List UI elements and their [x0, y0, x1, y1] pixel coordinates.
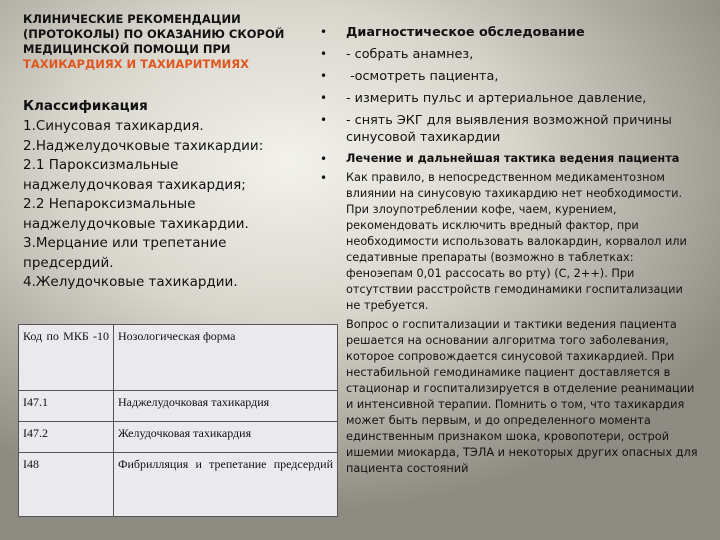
title-accent: ТАХИКАРДИЯХ И ТАХИАРИТМИЯХ [23, 57, 250, 71]
bullet-icon: • [320, 152, 328, 166]
classification-item: 4.Желудочковые тахикардии. [23, 274, 238, 290]
list-item [320, 24, 698, 41]
table-cell: I48 [19, 453, 114, 517]
list-item [320, 151, 698, 167]
table-cell: I47.1 [19, 391, 114, 422]
right-column [320, 24, 698, 477]
left-column [23, 12, 285, 293]
list-item [320, 46, 698, 63]
table-cell: Фибрилляция и трепетание предсердий [114, 453, 338, 517]
classification-list [23, 117, 285, 293]
table-row [19, 391, 338, 422]
classification-item: 2.2 Непароксизмальные наджелудочковые тахикардии. [23, 196, 249, 232]
table-header-cell: Код по МКБ -10 [19, 325, 114, 391]
diagnostics-item: - снять ЭКГ для выявления возможной причины синусовой тахикардии [346, 113, 672, 145]
tactics-heading: Лечение и дальнейшая тактика ведения пациента [346, 152, 680, 165]
classification-heading: Классификация [23, 98, 148, 114]
list-item [320, 68, 698, 85]
title-text: КЛИНИЧЕСКИЕ РЕКОМЕНДАЦИИ (ПРОТОКОЛЫ) ПО ОКАЗАНИЮ СКОРОЙ МЕДИЦИНСКОЙ ПОМОЩИ ПРИ [23, 12, 285, 56]
icd-table [18, 324, 338, 517]
table-row [19, 453, 338, 517]
diagnostics-item: -осмотреть пациента, [346, 69, 499, 84]
bullet-icon: • [320, 69, 328, 83]
hospitalization-text: Вопрос о госпитализации и тактики ведения пациента решается на основании алгоритма того заболевания, которое сопровождается синусовой тахикардией. При нестабильной гемодинамике пациент доставляется в стационар и госпитализируется в отделение реанимации и интенсивной терапии. Помнить о том, что тахикардия может быть первым, и до определенного момента единственным признаком шока, кровопотери, острой ишемии миокарда, ТЭЛА и некоторых других опасных для пациента состояний [346, 318, 698, 475]
classification-item: 1.Синусовая тахикардия. [23, 118, 204, 134]
classification-item: 2.Наджелудочковые тахикардии: [23, 137, 264, 154]
table-header-cell: Нозологическая форма [114, 325, 338, 391]
bullet-icon: • [320, 25, 328, 39]
bullet-icon: • [320, 113, 328, 127]
bullet-icon: • [320, 91, 328, 105]
bullet-icon: • [320, 171, 328, 185]
table-header-row [19, 325, 338, 391]
list-item [320, 112, 698, 146]
page-title [23, 12, 285, 72]
list-item [320, 90, 698, 107]
tactics-text: Как правило, в непосредственном медикаментозном влиянии на синусовую тахикардию нет необходимости. При злоупотреблении кофе, чаем, курением, рекомендовать исключить вредный фактор, при необходимости использовать валокардин, корвалол или седативные препараты (возможно в таблетках: феноэепам 0,01 рассосать во рту) (С, 2++). При отсутствии расстройств гемодинамики госпитализации не требуется. [346, 171, 687, 312]
list-item [320, 170, 698, 314]
diagnostics-heading: Диагностическое обследование [346, 25, 585, 40]
diagnostics-item: - собрать анамнез, [346, 47, 474, 62]
table-cell: Наджелудочковая тахикардия [114, 391, 338, 422]
table-row [19, 422, 338, 453]
classification-item: 2.1 Пароксизмальные наджелудочковая тахикардия; [23, 157, 246, 193]
bullet-icon: • [320, 47, 328, 61]
table-cell: I47.2 [19, 422, 114, 453]
classification-item: 3.Мерцание или трепетание предсердий. [23, 235, 227, 271]
table-cell: Желудочковая тахикардия [114, 422, 338, 453]
diagnostics-item: - измерить пульс и артериальное давление, [346, 91, 647, 106]
